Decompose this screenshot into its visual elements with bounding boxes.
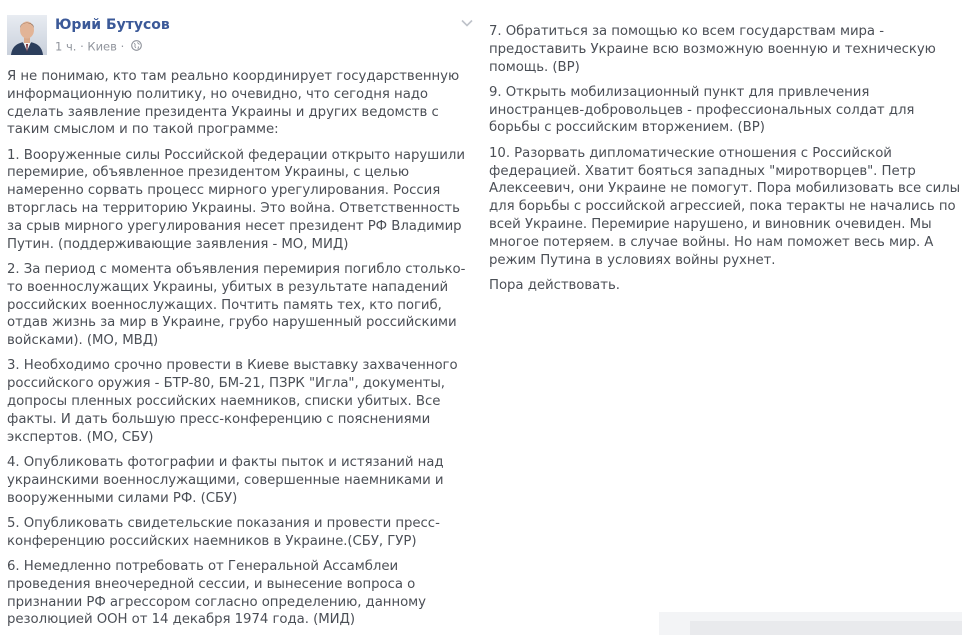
post-paragraph: 3. Необходимо срочно провести в Киеве выставку захваченного российского оружия - БТР-80, БМ-21, ПЗРК "Игла", документы, допросы пленных российских наемников, списки убитых. Все факты. И дать большую пресс-конференцию с пояснениями экспертов. (МО, СБУ)	[7, 358, 458, 445]
post-paragraph: 10. Разорвать дипломатические отношения с Российской федерацией. Хватит бояться западных "миротворцев". Петр Алексеевич, они Украине не помогут. Пора мобилизовать все силы для борьбы с российской агрессией, пока теракты не начались по всей Украине. Перемирие нарушено, и виновник очевиден. Мы многое потеряем. в случае войны. Но нам поможет весь мир. А режим Путина в условиях войны рухнет.	[489, 145, 961, 268]
post-timestamp[interactable]: 1 ч.	[55, 39, 77, 54]
meta-separator-2: ·	[120, 39, 125, 54]
author-name[interactable]: Юрий Бутусов	[55, 17, 170, 33]
post-paragraph: 9. Открыть мобилизационный пункт для привлечения иностранцев-добровольцев - профессиональных солдат для борьбы с российским вторжением. (ВР)	[489, 84, 915, 136]
post-meta	[55, 39, 142, 54]
post-paragraph: 5. Опубликовать свидетельские показания и провести пресс-конференцию российских наемников в Украине.(СБУ, ГУР)	[7, 515, 440, 549]
post-paragraph: 7. Обратиться за помощью ко всем государствам мира - предоставить Украине всю возможную военную и техническую помощь. (ВР)	[489, 24, 936, 75]
post-header	[7, 15, 477, 57]
post-paragraph: 6. Немедленно потребовать от Генеральной Ассамблеи проведения внеочередной сессии, и вынесение вопроса о признании РФ агрессором согласно определению, данному резолюцией ООН от 14 декабря 1974 года. (МИД)	[7, 558, 426, 628]
post-location[interactable]: Киев	[87, 39, 117, 54]
post-paragraph: 4. Опубликовать фотографии и факты пыток и истязаний над украинскими военнослужащими, совершенные наемниками и вооруженными силами РФ. (СБУ)	[7, 454, 444, 506]
globe-icon[interactable]	[131, 40, 142, 54]
post-paragraph: 1. Вооруженные силы Российской федерации открыто нарушили перемирие, объявленное президентом Украины, с целью намеренно сорвать процесс мирного урегулирования. Россия вторглась на территорию Украины. Это война. Ответственность за срыв мирного урегулирования несет президент РФ Владимир Путин. (поддерживающие заявления - МО, МИД)	[7, 147, 465, 252]
post-text-right-column	[489, 23, 961, 302]
chevron-down-icon[interactable]	[459, 14, 475, 26]
post-text-left-column	[7, 68, 477, 637]
page-background-strip	[690, 621, 962, 635]
page-background-corner	[659, 612, 962, 635]
avatar-image	[7, 15, 47, 55]
post-paragraph: Я не понимаю, кто там реально координирует государственную информационную политику, но очевидно, что сегодня надо сделать заявление президента Украины и других ведомств с таким смыслом и по такой программе:	[7, 69, 460, 138]
post-paragraph: Пора действовать.	[489, 277, 620, 293]
avatar[interactable]	[7, 15, 47, 55]
meta-separator: ·	[80, 39, 84, 54]
post-paragraph: 2. За период с момента объявления перемирия погибло столько-то военнослужащих Украины, убитых в результате нападений российских военнослужащих. Почтить память тех, кто погиб, отдав жизнь за мир в Украине, грубо нарушенный российскими войсками). (МО, МВД)	[7, 261, 466, 349]
